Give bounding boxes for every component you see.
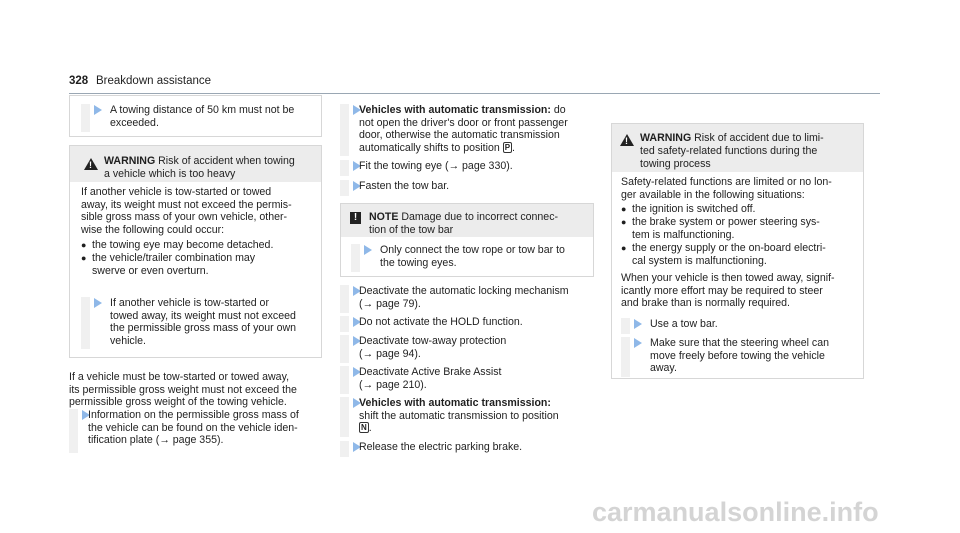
gear-n-key: N (361, 423, 367, 433)
note-label: NOTE (369, 211, 399, 223)
list-item: ● the towing eye may become detached. (81, 239, 274, 251)
arrow-icon (634, 319, 642, 329)
note-icon: ! (350, 212, 361, 224)
gear-p-key: P (504, 143, 511, 153)
instruction: Do not activate the HOLD function. (340, 316, 596, 332)
arrow-icon (94, 298, 102, 308)
arrow-icon (94, 105, 102, 115)
warning-label: WARNING (104, 155, 156, 167)
warning-box: ! WARNING Risk of accident due to limi- ted safety-related functions during the towing process Safety-related functions are limited or no lon- ger available in the following situations: ● the ignition is switched off. ● the brake system or power steering sys- tem is malfunctioning. ● the energy supply or the on-board electri- cal system is malfunctioning. When your vehicle is then towed away, signif- icantly more effort may be required to steer and brake than is normally required. Use a tow bar. Make sure that the steering wheel can move freely before towing the vehicle away. (611, 123, 864, 379)
instruction: Release the electric parking brake. (340, 441, 596, 457)
list-item: ● the ignition is switched off. (621, 203, 756, 215)
header-rule (69, 93, 880, 94)
instruction: Deactivate tow-away protection (→ page 94). (340, 335, 596, 363)
instruction: If another vehicle is tow-started or towed away, its weight must not exceed the permissible gross mass of your own vehicle. (81, 297, 317, 349)
instruction: Use a tow bar. (621, 318, 859, 334)
instruction: Information on the permissible gross mass of the vehicle can be found on the vehicle iden- tification plate (→ page 355). (69, 409, 324, 453)
bullet-list (621, 203, 857, 268)
instruction: A towing distance of 50 km must not be exceeded. (81, 104, 317, 132)
warning-label: WARNING (640, 132, 692, 144)
list-item: ● the energy supply or the on-board electri- cal system is malfunctioning. (621, 242, 826, 267)
instruction: Fit the towing eye (→ page 330). (340, 160, 596, 176)
list-item: ● the brake system or power steering sys- tem is malfunctioning. (621, 216, 820, 241)
instruction: Fasten the tow bar. (340, 180, 596, 196)
bullet-list (81, 239, 311, 278)
warning-box: ! WARNING Risk of accident when towing a vehicle which is too heavy If another vehicle is tow-started or towed away, its weight must not exceed the permis- sible gross mass of your own vehicle, other- wise the following could occur: ● the towing eye may become detached. ● the vehicle/trailer combination may swerve or even overturn. If another vehicle is tow-started or towed away, its weight must not exceed the permissible gross mass of your own vehicle. (69, 145, 322, 358)
warning-icon: ! (620, 134, 634, 146)
instruction: Make sure that the steering wheel can move freely before towing the vehicle away. (621, 337, 859, 377)
list-item: ● the vehicle/trailer combination may swerve or even overturn. (81, 252, 256, 277)
instruction: Deactivate Active Brake Assist (→ page 210). (340, 366, 596, 394)
arrow-icon (364, 245, 372, 255)
section-title: Breakdown assistance (96, 75, 212, 87)
warning-icon: ! (84, 158, 98, 170)
instruction: Vehicles with automatic transmission: shift the automatic transmission to position N . (340, 397, 596, 437)
note-box: ! NOTE Damage due to incorrect connec- tion of the tow bar Only connect the tow rope or tow bar to the towing eyes. (340, 203, 594, 277)
paragraph: If a vehicle must be tow-started or towed away, its permissible gross weight must not exceed the permissible gross weight of the towing vehicle. (69, 371, 297, 409)
page-number: 328 (69, 75, 89, 87)
instruction: Deactivate the automatic locking mechanism (→ page 79). (340, 285, 596, 313)
instruction: Vehicles with automatic transmission: do not open the driver's door or front passenger door, otherwise the automatic transmission automatically shifts to position P . (340, 104, 596, 156)
info-box (69, 95, 322, 137)
watermark: carmanualsonline.info (592, 497, 879, 527)
instruction: Only connect the tow rope or tow bar to the towing eyes. (351, 244, 589, 272)
arrow-icon (634, 338, 642, 348)
